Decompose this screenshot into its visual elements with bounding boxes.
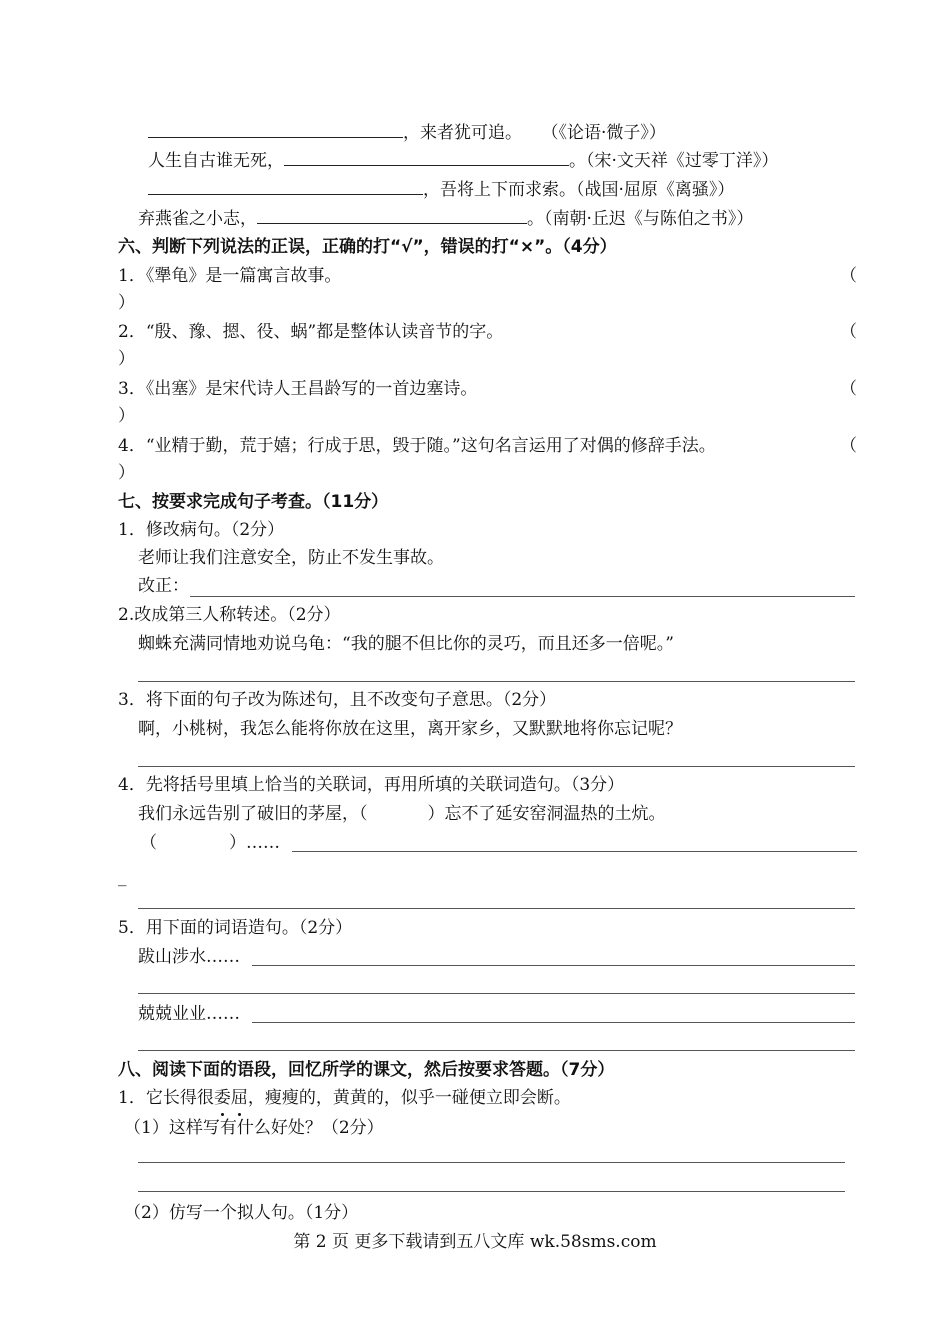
q4-text xyxy=(138,803,666,825)
answer-line[interactable] xyxy=(292,851,857,852)
poem-text: ，吾将上下而求索。（战国·屈原《离骚》） xyxy=(423,180,735,200)
answer-paren-open[interactable]: （ xyxy=(840,379,857,399)
q1-text: 老师让我们注意安全，防止不发生事故。 xyxy=(138,548,444,568)
q5-word-2: 兢兢业业…… xyxy=(138,1004,240,1024)
judge-item-4: 4．“业精于勤，荒于嬉；行成于思，毁于随。”这句名言运用了对偶的修辞手法。 xyxy=(118,436,716,456)
q4-text-part: 我们永远告别了破旧的茅屋，（ xyxy=(138,804,368,824)
q5-heading: 5．用下面的词语造句。（2分） xyxy=(118,918,353,938)
q2-text: 蜘蛛充满同情地劝说乌龟：“我的腿不但比你的灵巧，而且还多一倍呢。” xyxy=(138,634,674,654)
answer-line[interactable] xyxy=(138,681,855,682)
section-7-title: 七、按要求完成句子考查。（11分） xyxy=(118,492,389,512)
poem-text: 人生自古谁无死， xyxy=(148,151,284,171)
section-8-title: 八、阅读下面的语段，回忆所学的课文，然后按要求答题。（7分） xyxy=(118,1060,615,1080)
q4-text-part: ）忘不了延安窑洞温热的土炕。 xyxy=(427,804,666,824)
answer-paren-close[interactable]: ） xyxy=(118,293,135,313)
answer-line[interactable] xyxy=(138,1162,845,1163)
poem-line-4 xyxy=(138,207,753,230)
answer-line[interactable] xyxy=(138,1050,855,1051)
passage-text: 1．它长得很 xyxy=(118,1088,214,1108)
poem-line-2 xyxy=(148,149,778,172)
q3-heading: 3．将下面的句子改为陈述句，且不改变句子意思。（2分） xyxy=(118,690,557,710)
answer-line[interactable] xyxy=(138,908,855,909)
answer-line[interactable] xyxy=(252,1022,855,1023)
sub-question-1: （1）这样写有什么好处？（2分） xyxy=(124,1118,384,1138)
q4-heading: 4．先将括号里填上恰当的关联词，再用所填的关联词造句。（3分） xyxy=(118,775,625,795)
answer-line[interactable] xyxy=(138,766,855,767)
passage-text: ，瘦瘦的，黄黄的，似乎一碰便立即会断。 xyxy=(247,1088,571,1108)
fill-blank[interactable] xyxy=(148,178,423,195)
poem-text: 。（南朝·丘迟《与陈伯之书》） xyxy=(527,209,754,229)
poem-source: （《论语·微子》） xyxy=(550,123,666,143)
q1-label: 改正： xyxy=(138,576,189,596)
answer-line[interactable] xyxy=(252,965,855,966)
judge-item-3: 3．《出塞》是宋代诗人王昌龄写的一首边塞诗。 xyxy=(118,379,478,399)
sub-question-2: （2）仿写一个拟人句。（1分） xyxy=(124,1203,359,1223)
fill-blank[interactable] xyxy=(257,207,527,224)
answer-paren-open[interactable]: （ xyxy=(840,322,857,342)
answer-paren-open[interactable]: （ xyxy=(840,436,857,456)
answer-paren-close[interactable]: ） xyxy=(118,406,135,426)
answer-line[interactable] xyxy=(190,596,855,597)
q1-heading: 1．修改病句。（2分） xyxy=(118,520,285,540)
judge-item-2: 2．“殷、豫、摁、役、蜗”都是整体认读音节的字。 xyxy=(118,322,504,342)
q3-text: 啊，小桃树，我怎么能将你放在这里，离开家乡，又默默地将你忘记呢？ xyxy=(138,719,682,739)
poem-line-3 xyxy=(148,178,734,201)
page-footer: 第 2 页 更多下载请到五八文库 wk.58sms.com xyxy=(293,1232,657,1252)
q5-word-1: 跋山涉水…… xyxy=(138,947,240,967)
fill-blank[interactable] xyxy=(148,121,403,138)
answer-paren-close[interactable]: ） xyxy=(118,463,135,483)
passage-sentence xyxy=(118,1087,571,1109)
q4-sentence-label xyxy=(140,832,280,854)
section-6-title: 六、判断下列说法的正误，正确的打“√”，错误的打“×”。（4分） xyxy=(118,237,617,257)
poem-line-1 xyxy=(148,121,666,144)
fill-blank[interactable] xyxy=(284,149,569,166)
answer-line[interactable] xyxy=(138,993,855,994)
emphasis-char: 委 xyxy=(213,1088,231,1108)
q2-heading: 2.改成第三人称转述。（2分） xyxy=(118,605,341,625)
answer-line[interactable] xyxy=(138,1191,845,1192)
q4-paren: ）…… xyxy=(229,833,280,853)
poem-text: 弃燕雀之小志， xyxy=(138,209,257,229)
emphasis-char: 屈 xyxy=(230,1088,248,1108)
judge-item-1: 1．《犟龟》是一篇寓言故事。 xyxy=(118,266,342,286)
answer-paren-close[interactable]: ） xyxy=(118,349,135,369)
q4-dash: _ xyxy=(118,867,127,887)
answer-paren-open[interactable]: （ xyxy=(840,266,857,286)
q4-paren: （ xyxy=(140,833,157,853)
poem-text: ，来者犹可追。 xyxy=(403,123,522,143)
poem-text: 。（宋·文天祥《过零丁洋》） xyxy=(569,151,779,171)
